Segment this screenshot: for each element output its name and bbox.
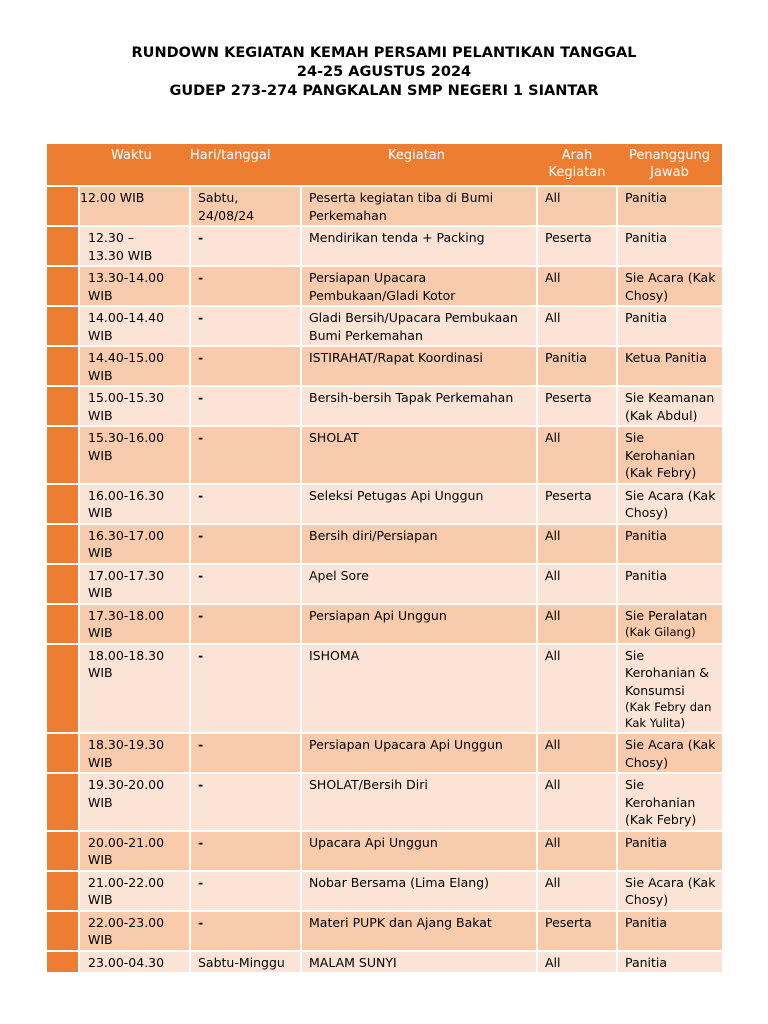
cell-kegiatan: Bersih-bersih Tapak Perkemahan <box>301 386 537 426</box>
table-row <box>47 644 722 734</box>
pj-note: (Kak Gilang) <box>625 625 696 639</box>
cell-hari-text: - <box>198 607 204 623</box>
cell-waktu: 18.00-18.30 WIB <box>79 644 190 734</box>
cell-hari <box>190 346 301 386</box>
row-marker <box>47 186 79 226</box>
table-row <box>47 733 722 773</box>
cell-kegiatan: MALAM SUNYI <box>301 951 537 973</box>
pj-main: Sie Kerohanian (Kak Febry) <box>625 777 697 827</box>
cell-kegiatan: Apel Sore <box>301 564 537 604</box>
row-marker <box>47 484 79 524</box>
pj-main: Sie Kerohanian (Kak Febry) <box>625 430 697 480</box>
row-marker <box>47 426 79 484</box>
pj-main: Panitia <box>625 834 668 850</box>
cell-hari <box>190 644 301 734</box>
cell-hari-text: - <box>198 777 204 792</box>
header-arah: Arah Kegiatan <box>537 144 617 186</box>
cell-penanggung-jawab <box>617 226 722 266</box>
cell-hari <box>190 564 301 604</box>
table-row <box>47 951 722 973</box>
title-line-2: 24-25 AGUSTUS 2024 <box>296 64 472 80</box>
cell-penanggung-jawab <box>617 733 722 773</box>
cell-hari <box>190 386 301 426</box>
cell-hari-text: - <box>198 567 204 583</box>
cell-hari-text: - <box>198 487 204 503</box>
cell-penanggung-jawab <box>617 386 722 426</box>
table-row <box>47 426 722 484</box>
cell-kegiatan: Materi PUPK dan Ajang Bakat <box>301 911 537 951</box>
row-marker <box>47 306 79 346</box>
cell-hari-text: - <box>198 737 204 752</box>
cell-arah: All <box>537 564 617 604</box>
cell-hari-text: - <box>198 430 204 445</box>
cell-hari-text: - <box>198 874 204 890</box>
header-waktu: Waktu <box>79 144 190 186</box>
cell-hari <box>190 871 301 911</box>
cell-penanggung-jawab <box>617 564 722 604</box>
cell-arah: All <box>537 306 617 346</box>
cell-waktu: 22.00-23.00 WIB <box>79 911 190 951</box>
cell-arah: All <box>537 871 617 911</box>
cell-kegiatan: Gladi Bersih/Upacara Pembukaan Bumi Perkemahan <box>301 306 537 346</box>
cell-penanggung-jawab <box>617 524 722 564</box>
cell-arah: All <box>537 604 617 644</box>
cell-penanggung-jawab <box>617 346 722 386</box>
row-marker <box>47 951 79 973</box>
document-title <box>0 44 768 101</box>
cell-hari-text: - <box>198 527 204 543</box>
cell-penanggung-jawab <box>617 911 722 951</box>
row-marker <box>47 733 79 773</box>
cell-hari <box>190 186 301 226</box>
cell-penanggung-jawab <box>617 186 722 226</box>
pj-main: Panitia <box>625 954 668 970</box>
pj-main: Sie Acara (Kak Chosy) <box>625 487 716 520</box>
rundown-table <box>47 144 722 972</box>
cell-waktu: 13.30-14.00 WIB <box>79 266 190 306</box>
row-marker <box>47 386 79 426</box>
header-hari: Hari/tanggal <box>190 144 301 186</box>
cell-waktu: 14.00-14.40 WIB <box>79 306 190 346</box>
cell-waktu: 23.00-04.30 <box>79 951 190 973</box>
cell-hari <box>190 426 301 484</box>
header-kegiatan: Kegiatan <box>301 144 537 186</box>
cell-kegiatan: Mendirikan tenda + Packing <box>301 226 537 266</box>
cell-hari-text: Sabtu-Minggu <box>198 954 285 970</box>
cell-waktu: 12.00 WIB <box>79 186 190 226</box>
row-marker <box>47 644 79 734</box>
cell-waktu: 18.30-19.30 WIB <box>79 733 190 773</box>
table-row <box>47 564 722 604</box>
cell-kegiatan: Upacara Api Unggun <box>301 831 537 871</box>
cell-penanggung-jawab <box>617 951 722 973</box>
cell-waktu: 14.40-15.00 WIB <box>79 346 190 386</box>
table-row <box>47 524 722 564</box>
row-marker <box>47 871 79 911</box>
row-marker <box>47 604 79 644</box>
table-row <box>47 911 722 951</box>
cell-hari <box>190 911 301 951</box>
cell-penanggung-jawab <box>617 266 722 306</box>
cell-arah: Peserta <box>537 911 617 951</box>
row-marker <box>47 524 79 564</box>
cell-kegiatan: ISHOMA <box>301 644 537 734</box>
cell-kegiatan: Persiapan Upacara Pembukaan/Gladi Kotor <box>301 266 537 306</box>
pj-main: Sie Acara (Kak Chosy) <box>625 737 716 770</box>
cell-waktu: 12.30 – 13.30 WIB <box>79 226 190 266</box>
cell-kegiatan: Nobar Bersama (Lima Elang) <box>301 871 537 911</box>
title-line-3: GUDEP 273-274 PANGKALAN SMP NEGERI 1 SIANTAR <box>169 83 599 99</box>
cell-kegiatan: ISTIRAHAT/Rapat Koordinasi <box>301 346 537 386</box>
cell-arah: All <box>537 186 617 226</box>
cell-penanggung-jawab <box>617 604 722 644</box>
cell-kegiatan: Peserta kegiatan tiba di Bumi Perkemahan <box>301 186 537 226</box>
table-row <box>47 831 722 871</box>
pj-main: Sie Acara (Kak Chosy) <box>625 874 716 907</box>
header-penanggung-jawab: Penanggung Jawab <box>617 144 722 186</box>
cell-kegiatan: Bersih diri/Persiapan <box>301 524 537 564</box>
cell-arah: All <box>537 524 617 564</box>
cell-kegiatan: Seleksi Petugas Api Unggun <box>301 484 537 524</box>
row-marker <box>47 564 79 604</box>
cell-waktu: 20.00-21.00 WIB <box>79 831 190 871</box>
pj-main: Panitia <box>625 310 668 325</box>
cell-arah: Peserta <box>537 226 617 266</box>
cell-arah: Panitia <box>537 346 617 386</box>
pj-main: Sie Acara (Kak Chosy) <box>625 270 716 303</box>
table-row <box>47 386 722 426</box>
table-row <box>47 226 722 266</box>
cell-hari <box>190 951 301 973</box>
pj-main: Sie Keamanan (Kak Abdul) <box>625 390 715 423</box>
cell-kegiatan: SHOLAT/Bersih Diri <box>301 773 537 831</box>
cell-penanggung-jawab <box>617 426 722 484</box>
pj-main: Sie Peralatan <box>625 607 708 623</box>
cell-arah: All <box>537 426 617 484</box>
cell-hari <box>190 306 301 346</box>
table-row <box>47 306 722 346</box>
pj-main: Panitia <box>625 527 668 543</box>
table-row <box>47 266 722 306</box>
cell-waktu: 16.00-16.30 WIB <box>79 484 190 524</box>
cell-arah: Peserta <box>537 386 617 426</box>
cell-kegiatan: Persiapan Upacara Api Unggun <box>301 733 537 773</box>
cell-hari-text: Sabtu, 24/08/24 <box>198 190 255 223</box>
table-row <box>47 484 722 524</box>
pj-main: Sie Kerohanian & Konsumsi <box>625 647 710 698</box>
cell-arah: All <box>537 266 617 306</box>
cell-hari-text: - <box>198 350 204 365</box>
pj-main: Panitia <box>625 190 668 205</box>
cell-arah: All <box>537 733 617 773</box>
cell-hari <box>190 484 301 524</box>
cell-waktu: 17.00-17.30 WIB <box>79 564 190 604</box>
table-row <box>47 346 722 386</box>
cell-kegiatan: SHOLAT <box>301 426 537 484</box>
cell-hari <box>190 733 301 773</box>
cell-penanggung-jawab <box>617 773 722 831</box>
cell-penanggung-jawab <box>617 644 722 734</box>
table-row <box>47 871 722 911</box>
cell-penanggung-jawab <box>617 306 722 346</box>
row-marker <box>47 831 79 871</box>
cell-waktu: 16.30-17.00 WIB <box>79 524 190 564</box>
table-row <box>47 773 722 831</box>
cell-waktu: 19.30-20.00 WIB <box>79 773 190 831</box>
cell-arah: All <box>537 831 617 871</box>
row-marker <box>47 911 79 951</box>
table-row <box>47 604 722 644</box>
cell-waktu: 17.30-18.00 WIB <box>79 604 190 644</box>
pj-main: Panitia <box>625 567 668 583</box>
cell-hari <box>190 226 301 266</box>
cell-hari <box>190 773 301 831</box>
cell-hari <box>190 266 301 306</box>
table-header-row <box>47 144 722 186</box>
cell-penanggung-jawab <box>617 871 722 911</box>
pj-main: Panitia <box>625 230 668 245</box>
header-index <box>47 144 79 186</box>
pj-main: Ketua Panitia <box>625 350 707 365</box>
row-marker <box>47 773 79 831</box>
cell-arah: All <box>537 773 617 831</box>
cell-arah: Peserta <box>537 484 617 524</box>
title-line-1: RUNDOWN KEGIATAN KEMAH PERSAMI PELANTIKAN TANGGAL <box>131 45 637 61</box>
cell-arah: All <box>537 644 617 734</box>
cell-hari-text: - <box>198 270 204 285</box>
cell-waktu: 15.30-16.00 WIB <box>79 426 190 484</box>
cell-hari <box>190 831 301 871</box>
cell-hari-text: - <box>198 230 204 245</box>
pj-note: (Kak Febry dan Kak Yulita) <box>625 700 712 730</box>
cell-hari-text: - <box>198 647 204 663</box>
cell-waktu: 21.00-22.00 WIB <box>79 871 190 911</box>
cell-hari-text: - <box>198 914 204 930</box>
cell-hari <box>190 524 301 564</box>
cell-hari <box>190 604 301 644</box>
cell-kegiatan: Persiapan Api Unggun <box>301 604 537 644</box>
cell-penanggung-jawab <box>617 831 722 871</box>
row-marker <box>47 226 79 266</box>
row-marker <box>47 266 79 306</box>
cell-hari-text: - <box>198 390 204 405</box>
table-body <box>47 186 722 972</box>
pj-main: Panitia <box>625 914 668 930</box>
cell-arah: All <box>537 951 617 973</box>
cell-hari-text: - <box>198 834 204 850</box>
table-row <box>47 186 722 226</box>
cell-waktu: 15.00-15.30 WIB <box>79 386 190 426</box>
row-marker <box>47 346 79 386</box>
cell-hari-text: - <box>198 310 204 325</box>
cell-penanggung-jawab <box>617 484 722 524</box>
